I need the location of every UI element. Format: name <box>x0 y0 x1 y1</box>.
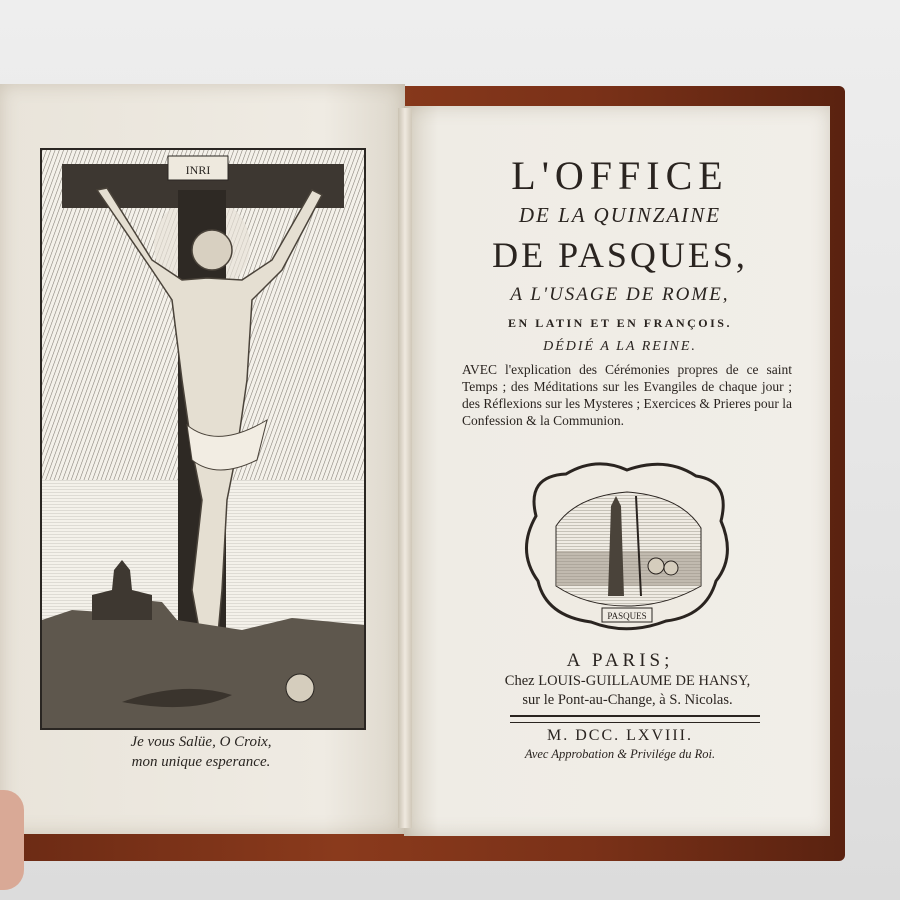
ornamental-vignette <box>516 456 738 638</box>
book-gutter <box>398 108 412 828</box>
double-rule <box>510 715 760 723</box>
inri-plaque: INRI <box>185 163 211 177</box>
caption-line-2: mon unique esperance. <box>131 754 271 770</box>
title-line-2: DE LA QUINZAINE <box>518 203 722 227</box>
caption-line-1: Je vous Salüe, O Croix, <box>130 734 272 750</box>
thumb <box>0 790 24 890</box>
dedication: DÉDIÉ A LA REINE. <box>543 339 697 354</box>
approbation-line: Avec Approbation & Privilége du Roi. <box>524 747 716 761</box>
imprint-city: A PARIS; <box>566 650 674 671</box>
vignette-label: PASQUES <box>607 611 647 621</box>
publisher-line-2: sur le Pont-au-Change, à S. Nicolas. <box>522 692 733 708</box>
imprint-date: M. DCC. LXVIII. <box>547 727 693 744</box>
crucifixion-engraving <box>40 148 366 730</box>
publisher-line-1: Chez LOUIS-GUILLAUME DE HANSY, <box>504 673 751 689</box>
title-line-4: A L'USAGE DE ROME, <box>510 284 730 305</box>
engraving-caption <box>40 732 362 772</box>
title-line-5: EN LATIN ET EN FRANÇOIS. <box>508 316 732 330</box>
title-line-3: DE PASQUES, <box>492 235 748 275</box>
description-paragraph: AVEC l'explication des Cérémonies propres de ce saint Temps ; des Méditations sur les Evangiles de chaque jour ; des Réflexions sur les Mysteres ; Exercices & Prieres pour la Confession & la Communion. <box>462 362 792 428</box>
book-title: L'OFFICE <box>511 153 729 198</box>
